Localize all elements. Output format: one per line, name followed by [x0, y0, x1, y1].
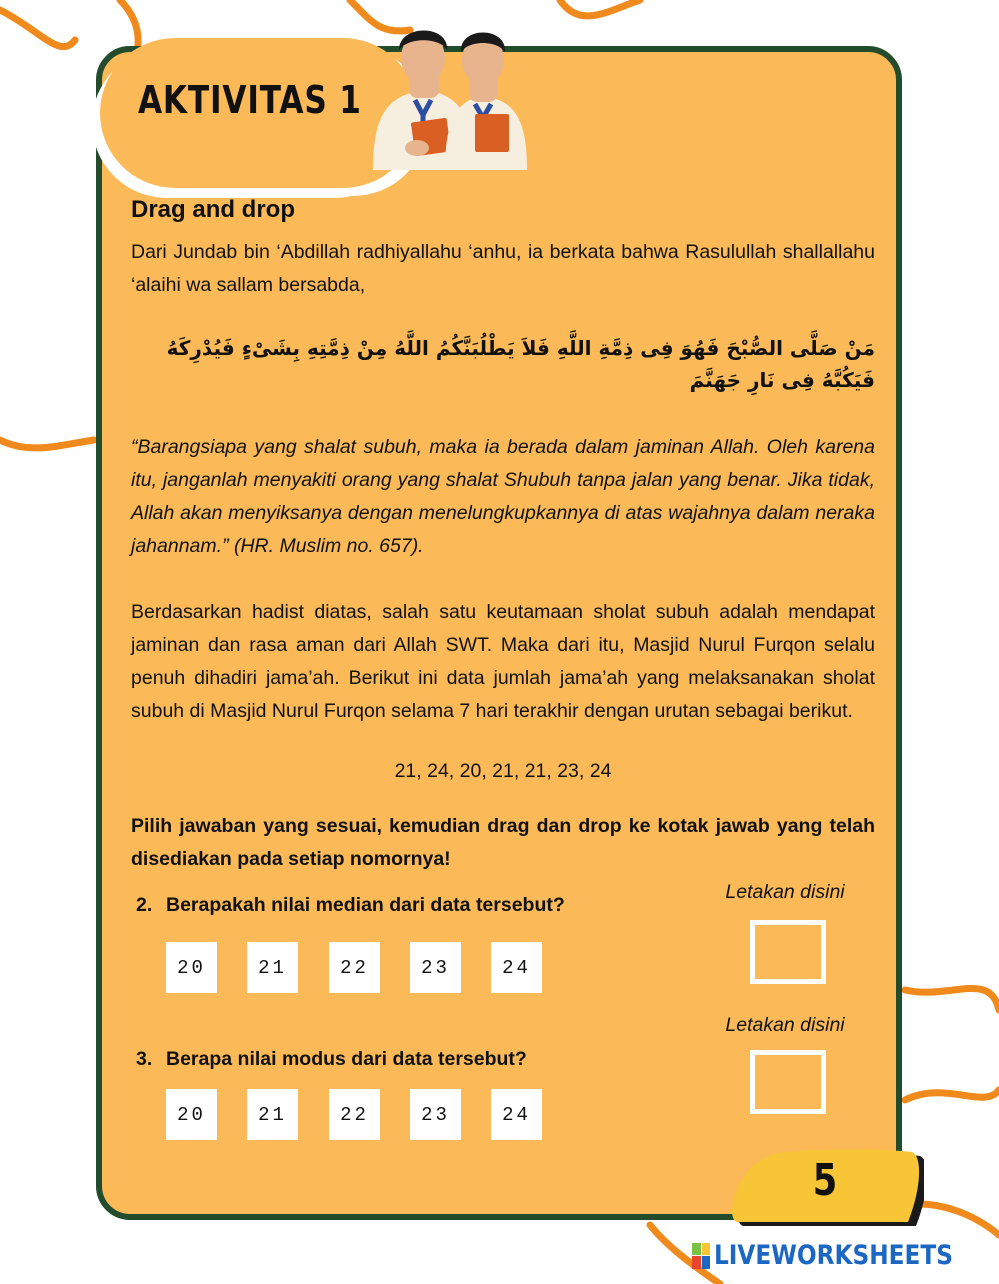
instruction-text: Pilih jawaban yang sesuai, kemudian drag dan drop ke kotak jawab yang telah disediakan pada setiap nomornya!: [131, 815, 875, 870]
median-drop-zone[interactable]: [750, 920, 826, 984]
question-mode: [136, 1048, 527, 1071]
hadith-translation: “Barangsiapa yang shalat subuh, maka ia berada dalam jaminan Allah. Oleh karena itu, janganlah menyakiti orang yang shalat Shubuh tanpa jalan yang benar. Jika tidak, Allah akan menyiksanya dengan menelungkupkannya di atas wajahnya dalam neraka jahannam.” (HR. Muslim no. 657).: [131, 436, 875, 557]
mode-drop-zone[interactable]: [750, 1050, 826, 1114]
liveworksheets-logo-icon: [692, 1243, 710, 1269]
question-number: 3.: [136, 1048, 153, 1070]
mode-option-chip[interactable]: 23: [410, 1089, 461, 1140]
drop-label: Letakan disini: [725, 1014, 845, 1036]
question-text: Berapa nilai modus dari data tersebut?: [166, 1048, 527, 1070]
liveworksheets-watermark: [692, 1240, 992, 1271]
students-illustration: [365, 20, 535, 170]
median-option-chip[interactable]: 21: [247, 942, 298, 993]
activity-title: AKTIVITAS 1: [138, 78, 362, 122]
mode-option-chip[interactable]: 22: [329, 1089, 380, 1140]
mode-option-chip[interactable]: 21: [247, 1089, 298, 1140]
intro-text: Dari Jundab bin ‘Abdillah radhiyallahu ‘anhu, ia berkata bahwa Rasulullah shallallahu ‘alaihi wa sallam bersabda,: [131, 241, 875, 296]
median-option-chip[interactable]: 20: [166, 942, 217, 993]
median-option-chip[interactable]: 24: [491, 942, 542, 993]
section-heading: Drag and drop: [131, 196, 296, 223]
mode-option-chip[interactable]: 24: [491, 1089, 542, 1140]
page-number: 5: [812, 1155, 838, 1206]
question-text: Berapakah nilai median dari data tersebut?: [166, 894, 565, 916]
watermark-text: LIVEWORKSHEETS: [714, 1240, 953, 1271]
drop-label: Letakan disini: [725, 881, 845, 903]
median-option-chip[interactable]: 22: [329, 942, 380, 993]
median-option-chip[interactable]: 23: [410, 942, 461, 993]
data-values: 21, 24, 20, 21, 21, 23, 24: [394, 760, 612, 782]
arabic-hadith: مَنْ صَلَّى الصُّبْحَ فَهُوَ فِى ذِمَّةِ اللَّهِ فَلاَ يَطْلُبَنَّكُمُ اللَّهُ مِنْ ذِمَّتِهِ بِشَىْءٍ فَيُدْرِكَهُ فَيَكُبَّهُ فِى نَارِ جَهَنَّمَ: [166, 336, 875, 392]
mode-option-chip[interactable]: 20: [166, 1089, 217, 1140]
question-median: [136, 894, 565, 917]
question-number: 2.: [136, 894, 153, 916]
context-paragraph: Berdasarkan hadist diatas, salah satu keutamaan sholat subuh adalah mendapat jaminan dan rasa aman dari Allah SWT. Maka dari itu, Masjid Nurul Furqon selalu penuh dihadiri jama’ah. Berikut ini data jumlah jama’ah yang melaksanakan sholat subuh di Masjid Nurul Furqon selama 7 hari terakhir dengan urutan sebagai berikut.: [131, 601, 875, 722]
